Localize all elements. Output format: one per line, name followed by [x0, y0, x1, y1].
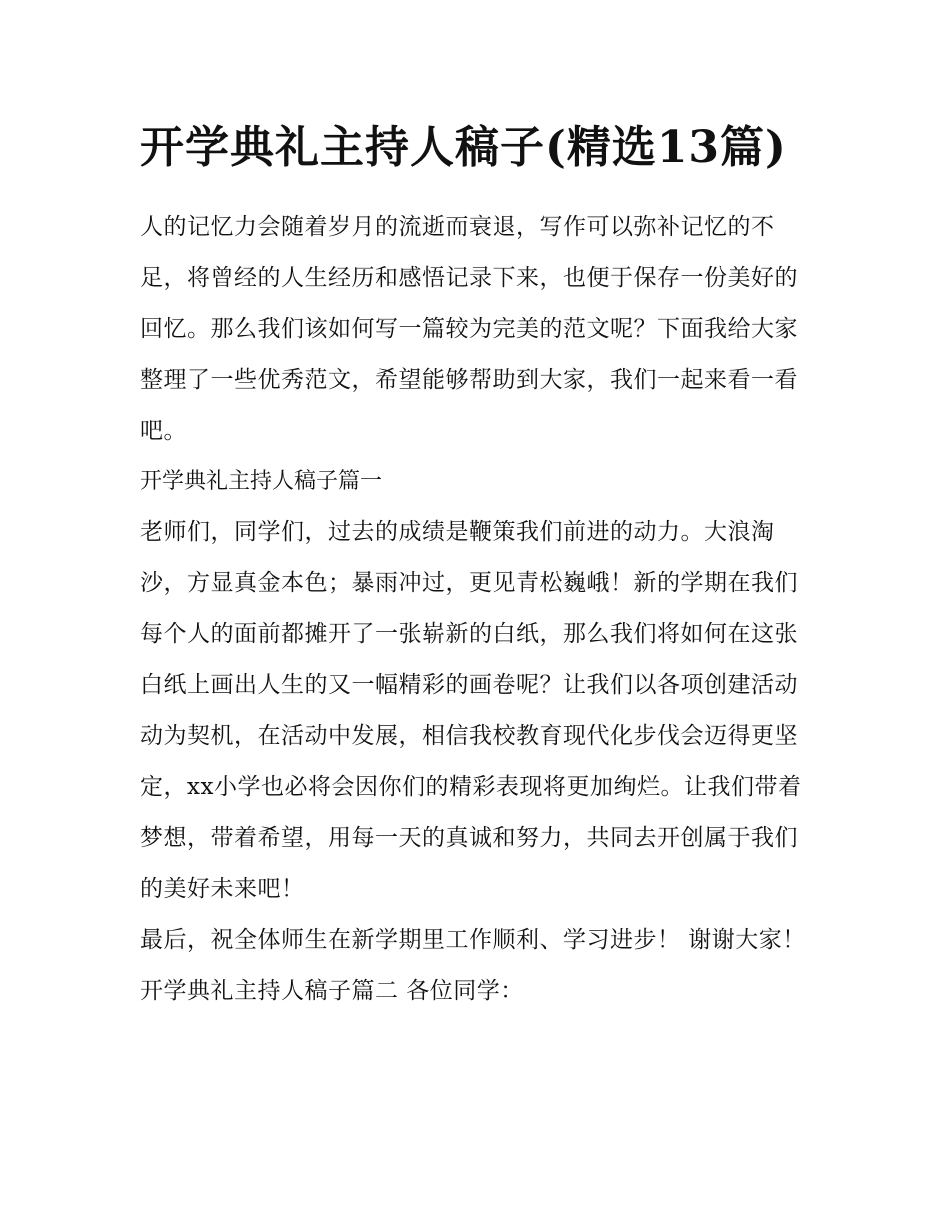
- closing-paragraph: 最后，祝全体师生在新学期里工作顺利、学习进步！ 谢谢大家！ 开学典礼主持人稿子篇二 各位同学：: [140, 927, 806, 1004]
- section-1-paragraph: 老师们，同学们，过去的成绩是鞭策我们前进的动力。大浪淘沙，方显真金本色；暴雨冲过，更见青松巍峨！新的学期在我们每个人的面前都摊开了一张崭新的白纸，那么我们将如何在这张白纸上画出人生的又一幅精彩的画卷呢？让我们以各项创建活动动为契机，在活动中发展，相信我校教育现代化步伐会迈得更坚定，xx小学也必将会因你们的精彩表现将更加绚烂。让我们带着梦想，带着希望，用每一天的真诚和努力，共同去开创属于我们的美好未来吧！: [140, 519, 802, 902]
- document-page: [140, 108, 815, 1017]
- intro-paragraph: 人的记忆力会随着岁月的流逝而衰退，写作可以弥补记忆的不足，将曾经的人生经历和感悟记录下来，也便于保存一份美好的回忆。那么我们该如何写一篇较为完美的范文呢？下面我给大家整理了一些优秀范文，希望能够帮助到大家，我们一起来看一看吧。: [140, 214, 798, 444]
- document-title: 开学典礼主持人稿子(精选13篇): [140, 122, 787, 173]
- document-body: [140, 202, 815, 1017]
- section-heading-1: 开学典礼主持人稿子篇一: [140, 469, 383, 494]
